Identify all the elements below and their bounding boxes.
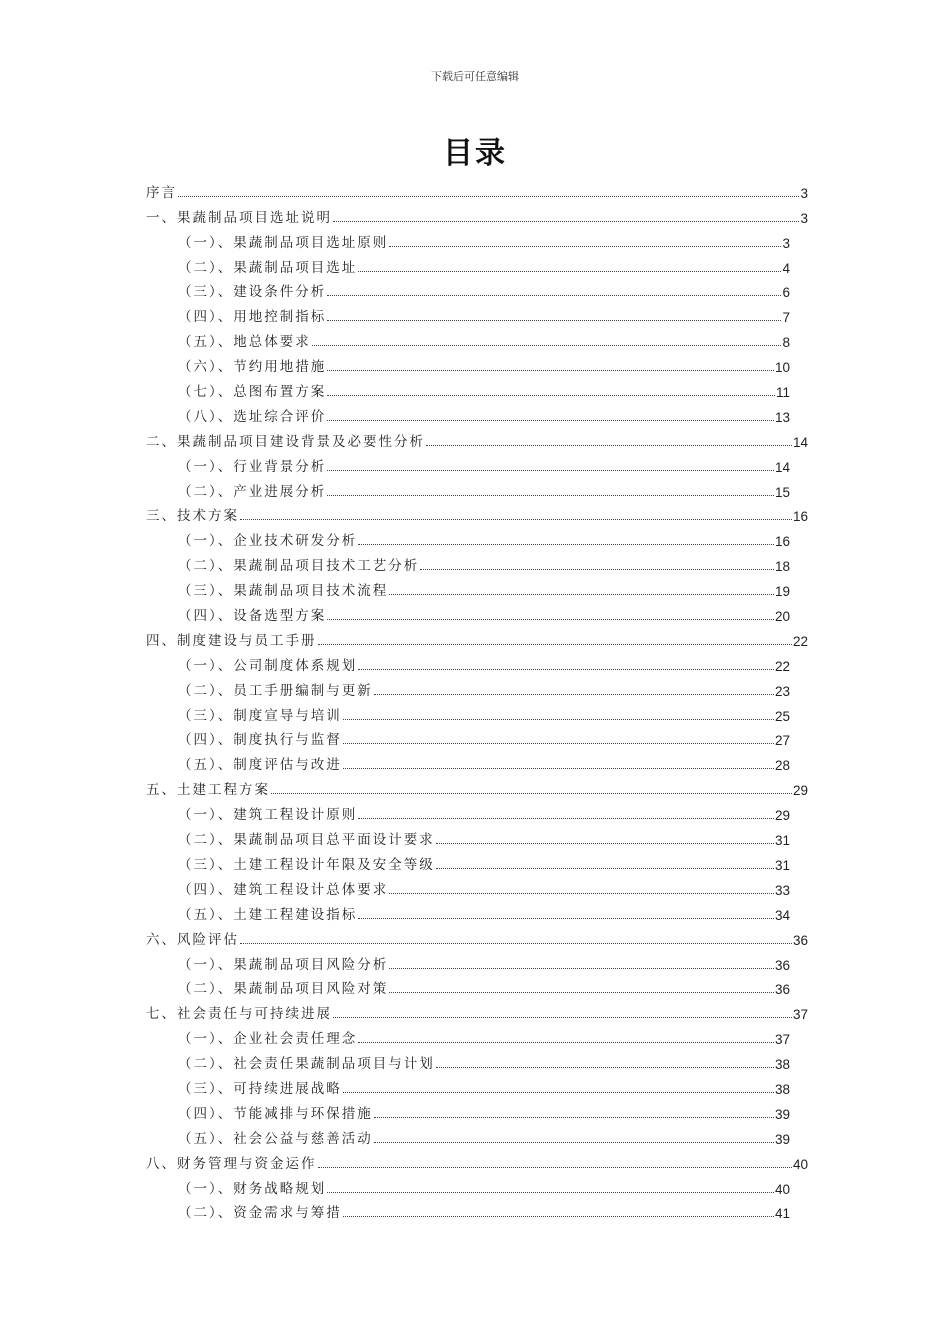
toc-dot-leader bbox=[318, 643, 792, 645]
toc-dot-leader bbox=[374, 693, 774, 695]
toc-section-entry[interactable] bbox=[146, 724, 790, 749]
toc-entry-label: （二）、果蔬制品项目风险对策 bbox=[178, 981, 389, 998]
toc-dot-leader bbox=[374, 1141, 774, 1143]
toc-section-entry[interactable] bbox=[146, 848, 790, 873]
toc-section-entry[interactable] bbox=[146, 674, 790, 699]
toc-page-number: 19 bbox=[774, 584, 790, 600]
toc-section-entry[interactable] bbox=[146, 1172, 790, 1197]
toc-entry-label: （三）、土建工程设计年限及安全等级 bbox=[178, 856, 435, 873]
toc-section-entry[interactable] bbox=[146, 524, 790, 549]
toc-entry-label: （一）、果蔬制品项目风险分析 bbox=[178, 956, 389, 973]
toc-dot-leader bbox=[327, 369, 774, 371]
toc-section-entry[interactable] bbox=[146, 450, 790, 475]
toc-section-entry[interactable] bbox=[146, 226, 790, 251]
toc-page-number: 31 bbox=[774, 833, 790, 849]
toc-dot-leader bbox=[358, 543, 774, 545]
toc-entry-label: （二）、果蔬制品项目总平面设计要求 bbox=[178, 832, 435, 849]
toc-page-number: 38 bbox=[774, 1081, 790, 1097]
toc-section-entry[interactable] bbox=[146, 823, 790, 848]
toc-entry-label: 六、风险评估 bbox=[146, 931, 239, 948]
toc-page-number: 38 bbox=[774, 1057, 790, 1073]
toc-section-entry[interactable] bbox=[146, 973, 790, 998]
toc-section-entry[interactable] bbox=[146, 798, 790, 823]
toc-dot-leader bbox=[240, 942, 792, 944]
toc-page-number: 13 bbox=[774, 409, 790, 425]
toc-dot-leader bbox=[271, 792, 792, 794]
toc-page-number: 16 bbox=[774, 534, 790, 550]
toc-entry-label: （四）、节能减排与环保措施 bbox=[178, 1105, 373, 1122]
toc-entry-label: （四）、设备选型方案 bbox=[178, 608, 327, 625]
toc-dot-leader bbox=[389, 892, 774, 894]
toc-page-number: 11 bbox=[775, 385, 790, 401]
toc-entry-label: （四）、用地控制指标 bbox=[178, 309, 327, 326]
toc-section-entry[interactable] bbox=[146, 350, 790, 375]
toc-entry-label: （一）、企业技术研发分析 bbox=[178, 533, 358, 550]
toc-entry-label: （二）、社会责任果蔬制品项目与计划 bbox=[178, 1056, 435, 1073]
toc-entry-label: （一）、企业社会责任理念 bbox=[178, 1031, 358, 1048]
toc-entry-label: （二）、资金需求与筹措 bbox=[178, 1205, 342, 1222]
toc-entry-label: （一）、果蔬制品项目选址原则 bbox=[178, 234, 389, 251]
toc-dot-leader bbox=[436, 867, 774, 869]
toc-page-number: 39 bbox=[774, 1106, 790, 1122]
toc-entry-label: 序言 bbox=[146, 184, 177, 201]
toc-entry-label: （二）、果蔬制品项目技术工艺分析 bbox=[178, 558, 420, 575]
toc-entry-label: 三、技术方案 bbox=[146, 508, 239, 525]
toc-entry-label: （一）、行业背景分析 bbox=[178, 458, 327, 475]
toc-entry-label: （一）、公司制度体系规划 bbox=[178, 657, 358, 674]
toc-page-number: 4 bbox=[782, 260, 790, 276]
toc-dot-leader bbox=[358, 270, 781, 272]
toc-entry-label: （一）、建筑工程设计原则 bbox=[178, 807, 358, 824]
toc-entry-label: （三）、可持续进展战略 bbox=[178, 1080, 342, 1097]
toc-page-number: 33 bbox=[774, 882, 790, 898]
toc-dot-leader bbox=[389, 593, 774, 595]
toc-page-number: 3 bbox=[800, 210, 808, 226]
toc-entry-label: （一）、财务战略规划 bbox=[178, 1180, 327, 1197]
toc-section-entry[interactable] bbox=[146, 375, 790, 400]
toc-entry-label: 二、果蔬制品项目建设背景及必要性分析 bbox=[146, 433, 425, 450]
toc-dot-leader bbox=[389, 245, 781, 247]
toc-section-entry[interactable] bbox=[146, 1047, 790, 1072]
toc-section-entry[interactable] bbox=[146, 873, 790, 898]
toc-entry-label: （五）、土建工程建设指标 bbox=[178, 906, 358, 923]
toc-page-number: 31 bbox=[774, 857, 790, 873]
toc-entry-label: （四）、建筑工程设计总体要求 bbox=[178, 881, 389, 898]
toc-dot-leader bbox=[318, 1166, 792, 1168]
toc-dot-leader bbox=[343, 718, 774, 720]
toc-page-number: 6 bbox=[782, 285, 790, 301]
toc-chapter-entry[interactable] bbox=[146, 425, 808, 450]
toc-section-entry[interactable] bbox=[146, 1072, 790, 1097]
toc-entry-label: （七）、总图布置方案 bbox=[178, 384, 327, 401]
toc-page-number: 23 bbox=[774, 683, 790, 699]
toc-entry-label: （五）、制度评估与改进 bbox=[178, 757, 342, 774]
toc-dot-leader bbox=[327, 419, 774, 421]
toc-section-entry[interactable] bbox=[146, 400, 790, 425]
toc-page-number: 36 bbox=[774, 957, 790, 973]
toc-dot-leader bbox=[436, 1066, 774, 1068]
toc-dot-leader bbox=[312, 344, 782, 346]
toc-section-entry[interactable] bbox=[146, 748, 790, 773]
toc-dot-leader bbox=[327, 469, 774, 471]
toc-section-entry[interactable] bbox=[146, 276, 790, 301]
toc-dot-leader bbox=[358, 668, 774, 670]
toc-entry-label: 一、果蔬制品项目选址说明 bbox=[146, 209, 332, 226]
toc-page-number: 40 bbox=[774, 1181, 790, 1197]
toc-dot-leader bbox=[343, 1215, 774, 1217]
toc-chapter-entry[interactable] bbox=[146, 997, 808, 1022]
toc-dot-leader bbox=[389, 991, 774, 993]
toc-entry-label: （八）、选址综合评价 bbox=[178, 408, 327, 425]
toc-section-entry[interactable] bbox=[146, 599, 790, 624]
toc-page-number: 18 bbox=[774, 559, 790, 575]
toc-entry-label: （五）、社会公益与慈善活动 bbox=[178, 1130, 373, 1147]
toc-dot-leader bbox=[436, 842, 774, 844]
toc-chapter-entry[interactable] bbox=[146, 1147, 808, 1172]
toc-page-number: 39 bbox=[774, 1131, 790, 1147]
toc-page-number: 8 bbox=[782, 335, 790, 351]
table-of-contents bbox=[146, 176, 808, 1221]
toc-dot-leader bbox=[178, 195, 799, 197]
toc-entry-label: （二）、果蔬制品项目选址 bbox=[178, 259, 358, 276]
toc-page-number: 7 bbox=[782, 310, 790, 326]
toc-dot-leader bbox=[426, 444, 792, 446]
toc-section-entry[interactable] bbox=[146, 475, 790, 500]
toc-dot-leader bbox=[327, 618, 774, 620]
toc-page-number: 10 bbox=[774, 360, 790, 376]
toc-section-entry[interactable] bbox=[146, 1197, 790, 1222]
toc-section-entry[interactable] bbox=[146, 948, 790, 973]
toc-page-number: 16 bbox=[792, 509, 808, 525]
toc-dot-leader bbox=[343, 767, 774, 769]
toc-entry-label: 四、制度建设与员工手册 bbox=[146, 632, 317, 649]
toc-page-number: 37 bbox=[774, 1032, 790, 1048]
toc-page-number: 27 bbox=[774, 733, 790, 749]
toc-entry-label: （四）、制度执行与监督 bbox=[178, 732, 342, 749]
toc-entry-label: （三）、果蔬制品项目技术流程 bbox=[178, 583, 389, 600]
toc-dot-leader bbox=[420, 568, 774, 570]
toc-chapter-entry[interactable] bbox=[146, 176, 808, 201]
toc-section-entry[interactable] bbox=[146, 251, 790, 276]
toc-page-number: 14 bbox=[774, 459, 790, 475]
toc-dot-leader bbox=[343, 1091, 774, 1093]
toc-page-number: 34 bbox=[774, 907, 790, 923]
toc-section-entry[interactable] bbox=[146, 1122, 790, 1147]
toc-dot-leader bbox=[327, 494, 774, 496]
toc-entry-label: （五）、地总体要求 bbox=[178, 334, 311, 351]
toc-chapter-entry[interactable] bbox=[146, 773, 808, 798]
toc-entry-label: 五、土建工程方案 bbox=[146, 782, 270, 799]
toc-dot-leader bbox=[374, 1116, 774, 1118]
toc-section-entry[interactable] bbox=[146, 1022, 790, 1047]
toc-page-number: 25 bbox=[774, 708, 790, 724]
toc-dot-leader bbox=[327, 1191, 774, 1193]
toc-dot-leader bbox=[358, 917, 774, 919]
toc-section-entry[interactable] bbox=[146, 699, 790, 724]
toc-chapter-entry[interactable] bbox=[146, 624, 808, 649]
toc-page-number: 22 bbox=[774, 658, 790, 674]
toc-page-number: 29 bbox=[792, 783, 808, 799]
toc-page-number: 22 bbox=[792, 633, 808, 649]
toc-page-number: 15 bbox=[774, 484, 790, 500]
toc-dot-leader bbox=[240, 518, 792, 520]
toc-page-number: 36 bbox=[792, 932, 808, 948]
toc-dot-leader bbox=[343, 742, 774, 744]
toc-page-number: 20 bbox=[774, 609, 790, 625]
header-note: 下载后可任意编辑 bbox=[431, 70, 519, 83]
toc-page-number: 14 bbox=[792, 434, 808, 450]
toc-page-number: 3 bbox=[782, 235, 790, 251]
toc-entry-label: 七、社会责任与可持续进展 bbox=[146, 1006, 332, 1023]
toc-entry-label: 八、财务管理与资金运作 bbox=[146, 1155, 317, 1172]
toc-page-number: 40 bbox=[792, 1156, 808, 1172]
toc-entry-label: （二）、员工手册编制与更新 bbox=[178, 682, 373, 699]
toc-dot-leader bbox=[358, 1041, 774, 1043]
toc-dot-leader bbox=[327, 394, 775, 396]
toc-chapter-entry[interactable] bbox=[146, 923, 808, 948]
toc-title: 目录 bbox=[443, 136, 507, 171]
toc-dot-leader bbox=[358, 817, 774, 819]
toc-dot-leader bbox=[327, 319, 781, 321]
toc-page-number: 37 bbox=[792, 1007, 808, 1023]
toc-section-entry[interactable] bbox=[146, 300, 790, 325]
toc-section-entry[interactable] bbox=[146, 649, 790, 674]
toc-section-entry[interactable] bbox=[146, 1097, 790, 1122]
toc-dot-leader bbox=[327, 294, 781, 296]
toc-entry-label: （三）、建设条件分析 bbox=[178, 284, 327, 301]
toc-section-entry[interactable] bbox=[146, 898, 790, 923]
toc-dot-leader bbox=[389, 967, 774, 969]
toc-section-entry[interactable] bbox=[146, 325, 790, 350]
toc-dot-leader bbox=[333, 1016, 792, 1018]
toc-page-number: 41 bbox=[774, 1206, 790, 1222]
toc-page-number: 3 bbox=[800, 185, 808, 201]
toc-chapter-entry[interactable] bbox=[146, 500, 808, 525]
toc-entry-label: （三）、制度宣导与培训 bbox=[178, 707, 342, 724]
toc-section-entry[interactable] bbox=[146, 574, 790, 599]
toc-entry-label: （六）、节约用地措施 bbox=[178, 359, 327, 376]
toc-section-entry[interactable] bbox=[146, 549, 790, 574]
toc-page-number: 28 bbox=[774, 758, 790, 774]
toc-entry-label: （二）、产业进展分析 bbox=[178, 483, 327, 500]
toc-page-number: 36 bbox=[774, 982, 790, 998]
toc-chapter-entry[interactable] bbox=[146, 201, 808, 226]
toc-page-number: 29 bbox=[774, 808, 790, 824]
toc-dot-leader bbox=[333, 220, 799, 222]
